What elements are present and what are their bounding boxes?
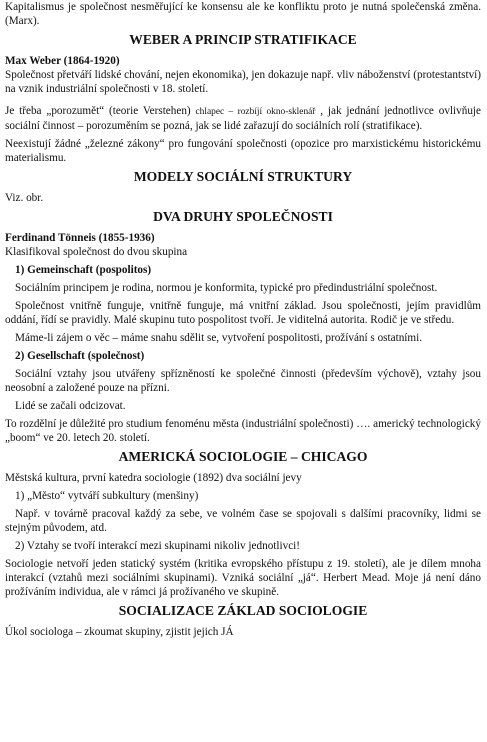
weber-paragraph-3: Neexistují žádné „železné zákony“ pro fungování společnosti (opozice pro marxistickému historickému materialismu. [5,138,481,164]
heading-modely: MODELY SOCIÁLNÍ STRUKTURY [133,169,353,184]
gemeinschaft-heading: 1) Gemeinschaft (pospolitos) [15,264,152,276]
gemeinschaft-paragraph-3: Máme-li zájem o věc – máme snahu sdělit se, vytvoření pospolitosti, prožívání s ostatními. [15,332,423,344]
chicago-item-2: 2) Vztahy se tvoří interakcí mezi skupinami nikoliv jednotlivci! [15,540,301,552]
heading-chicago: AMERICKÁ SOCIOLOGIE – CHICAGO [118,449,368,464]
weber-paragraph-1: Společnost přetváří lidské chování, nejen ekonomika), jen dokazuje např. vliv náboženství (protestantství) na vznik industriální společnosti v 18. století. [5,69,481,95]
weber-paragraph-2 [5,104,481,133]
gemeinschaft-paragraph-1: Sociálním principem je rodina, normou je konformita, typické pro předindustriální společnost. [15,282,438,294]
chicago-closing: Sociologie netvoří jeden statický systém (kritika evropského přístupu z 19. století), ale je dílem mnoha interakcí (vztahů mezi sociálními skupinami). Vzniká sociální „já“. Herbert Mead. Moje já není dáno prožíváním individua, ale v rámci já prožívaného ve skupině. [5,558,481,598]
weber-p2-end: , jak jednání jednotlivce ovlivňuje sociální činnost – porozuměním se pozná, jak se lidé zařazují do sociálních rolí (stratifikace). [5,105,482,132]
dva-druhy-closing: To rozdělní je důležité pro studium fenoménu města (industriální společnosti) …. americký technologický „boom“ ve 20. letech 20. století. [5,418,481,444]
heading-dva-druhy: DVA DRUHY SPOLEČNOSTI [153,209,333,224]
weber-p2-small-note: chlapec – rozbíjí okno-sklenář [195,107,316,117]
gesellschaft-paragraph-2: Lidé se začali odcizovat. [15,400,126,412]
gemeinschaft-paragraph-2: Společnost vnitřně funguje, vnitřně funguje, má vnitřní základ. Jsou společnosti, jejím pravidlům oddání, řídí se pravidly. Malé skupinu tuto pospolitost tvoří. Je viditelná autorita. Rodič je ve středu. [5,300,481,326]
modely-text: Viz. obr. [5,192,44,204]
weber-name: Max Weber (1864-1920) [5,55,120,67]
document-page [5,0,481,643]
socializace-text: Úkol sociologa – zkoumat skupiny, zjistit jejich JÁ [5,626,234,638]
dva-druhy-intro: Klasifikoval společnost do dvou skupina [5,246,188,258]
tonnies-name: Ferdinand Tönneis (1855-1936) [5,232,155,244]
chicago-intro: Městská kultura, první katedra sociologie (1892) dva sociální jevy [5,472,302,484]
weber-p2-start: Je třeba „porozumět“ (teorie Verstehen) [5,105,196,117]
gesellschaft-heading: 2) Gesellschaft (společnost) [15,350,145,362]
heading-socializace: SOCIALIZACE ZÁKLAD SOCIOLOGIE [118,603,368,618]
heading-weber: WEBER A PRINCIP STRATIFIKACE [129,32,357,47]
gesellschaft-paragraph-1: Sociální vztahy jsou utvářeny spřízněností ke společné činnosti (především výchově), vztahy jsou neosobní a založené pouze na přízni. [5,368,481,394]
intro-paragraph: Kapitalismus je společnost nesměřující ke konsensu ale ke konfliktu proto je nutná společenská změna. (Marx). [5,1,481,27]
chicago-item-1: 1) „Město“ vytváří subkultury (menšiny) [15,490,199,502]
chicago-item-1-text: Např. v továrně pracoval každý za sebe, ve volném čase se spojovali s dalšími pracovníky, lidmi se stejným původem, atd. [5,508,481,534]
